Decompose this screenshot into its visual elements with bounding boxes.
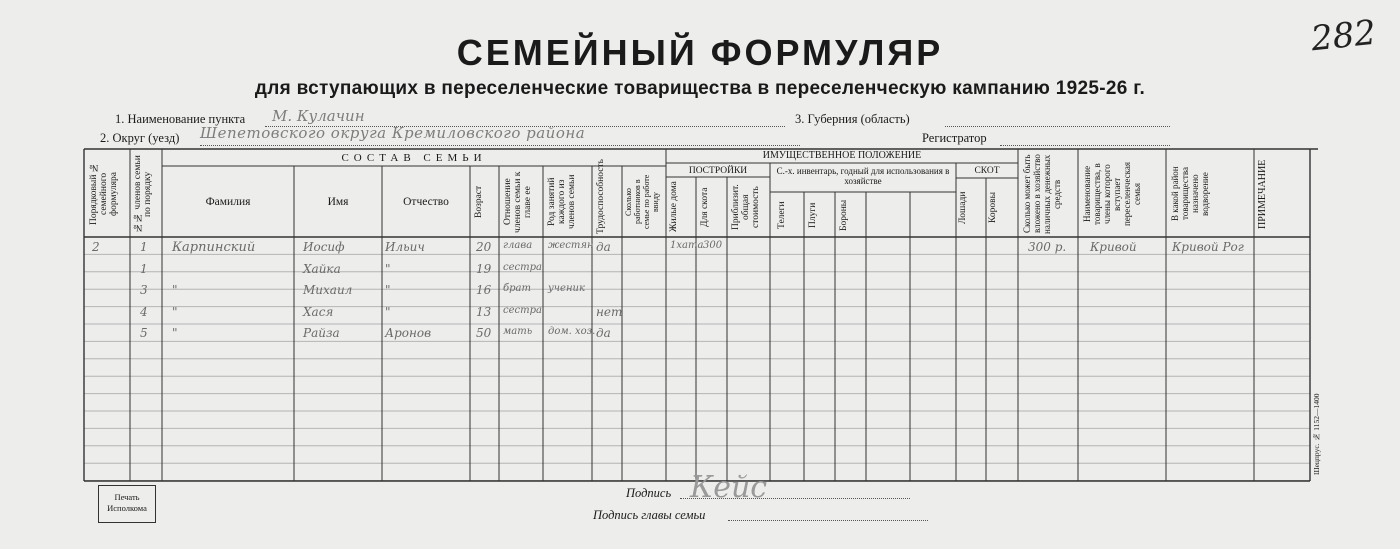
cell-member: 3: [140, 283, 148, 298]
field-province-label: 3. Губерния (область): [795, 112, 910, 126]
cell-name: Иосиф: [303, 240, 345, 254]
col-form-number-header: Порядковый № семейного формуляра: [89, 162, 119, 226]
head-signature-line: [728, 520, 928, 521]
col-ploughs-header: Плуги: [808, 202, 818, 228]
cell-name: Хася: [303, 304, 334, 319]
cell-patronymic: ": [385, 304, 391, 319]
cell-district: Кривой Рог: [1172, 240, 1244, 254]
col-cattle-sheds-header: Для скота: [700, 187, 710, 227]
col-member-number-header: №№ членов семьи по порядку: [133, 155, 153, 233]
col-ability-header: Трудоспособность: [596, 159, 606, 234]
cell-houses: 1хата: [670, 240, 704, 251]
cell-name: Райза: [303, 326, 340, 341]
col-houses-header: Жилые дома: [669, 181, 679, 233]
col-relation-header: Отношение членов семьи к главе ее: [503, 171, 533, 233]
cell-age: 19: [476, 261, 492, 276]
cell-name: Хайка: [303, 261, 341, 276]
col-notes-header: ПРИМЕЧАНИЕ: [1257, 159, 1268, 229]
head-signature-label: Подпись главы семьи: [593, 508, 706, 522]
cell-occupation: ученик: [548, 283, 585, 295]
col-harrows-header: Бороны: [839, 199, 849, 231]
col-surname-header: Фамилия: [205, 196, 251, 208]
cell-ability: да: [596, 326, 611, 341]
col-society-header: Наименование товарищества, в члены которого вступает переселенческая семья: [1082, 161, 1142, 227]
cell-relation: глава: [503, 240, 533, 251]
cell-patronymic: ": [385, 283, 391, 298]
cell-member: 1: [140, 240, 148, 254]
cell-surname: Карпинский: [172, 240, 256, 255]
cell-patronymic: Аронов: [385, 326, 432, 341]
cell-member: 1: [140, 261, 148, 276]
form-title: СЕМЕЙНЫЙ ФОРМУЛЯР: [456, 32, 944, 73]
group-family-heading: СОСТАВ СЕМЬИ: [341, 152, 487, 164]
print-mark: Шецпрус. № 1152—1400: [1312, 393, 1321, 475]
cell-age: 13: [476, 304, 492, 319]
col-name-header: Имя: [327, 196, 349, 208]
field-district-label: 2. Округ (уезд): [100, 131, 180, 145]
cell-relation: мать: [503, 326, 533, 338]
cell-age: 20: [476, 240, 492, 254]
col-cows-header: Коровы: [988, 192, 998, 224]
cell-surname: ": [172, 283, 178, 298]
stamp-box: [98, 485, 156, 523]
cell-surname: ": [172, 326, 178, 341]
cell-surname: ": [172, 304, 178, 319]
cell-patronymic: Ильич: [385, 240, 425, 254]
signature-value: Кейс: [690, 470, 768, 505]
cell-occupation: дом. хоз.: [548, 326, 596, 338]
field-district-value: Шепетовского округа Кремиловского района: [200, 124, 586, 142]
cell-cattle: 300: [703, 240, 723, 251]
group-buildings-heading: ПОСТРОЙКИ: [688, 166, 748, 176]
col-patronymic-header: Отчество: [403, 196, 449, 208]
group-inventory-heading: С.-х. инвентарь, годный для использования в хозяйстве: [776, 166, 950, 186]
group-livestock-heading: СКОТ: [974, 166, 1000, 176]
col-age-header: Возраст: [474, 185, 484, 219]
cell-society: Кривой: [1090, 240, 1137, 254]
cell-patronymic: ": [385, 261, 391, 276]
form-subtitle: для вступающих в переселенческие товарищества в переселенческую кампанию 1925-26 г.: [254, 78, 1146, 99]
stamp-label: Печать Исполкома: [107, 492, 147, 513]
col-money-header: Сколько может быть вложено в хозяйство наличных денежных средств: [1022, 154, 1062, 234]
page-number: 282: [1309, 12, 1378, 60]
cell-relation: брат: [503, 283, 531, 295]
cell-ability: нет: [596, 304, 623, 319]
cell-member: 4: [140, 304, 148, 319]
field-registrar-label: Регистратор: [922, 131, 987, 145]
col-occupation-header: Род занятий каждого из членов семьи: [547, 174, 577, 230]
col-carts-header: Телеги: [777, 201, 787, 229]
col-value-header: Приблизит. общая стоимость: [731, 184, 761, 230]
cell-age: 50: [476, 326, 492, 341]
cell-no: 2: [92, 240, 100, 254]
col-horses-header: Лошади: [958, 191, 968, 225]
cell-member: 5: [140, 326, 148, 341]
col-workers-header: Сколько работников в семье по работе ввиду: [624, 174, 660, 230]
field-settlement-label: 1. Наименование пункта: [115, 112, 246, 126]
cell-occupation: жестян: [548, 240, 594, 251]
cell-money: 300 р.: [1028, 240, 1067, 254]
cell-relation: сестра: [503, 304, 542, 316]
signature-label: Подпись: [626, 486, 672, 500]
cell-name: Михаил: [303, 283, 353, 298]
cell-age: 16: [476, 283, 492, 298]
col-district-header: В какой район товарищества назначено водворение: [1170, 166, 1210, 222]
cell-relation: сестра: [503, 261, 542, 273]
field-settlement-value: М. Кулачин: [272, 107, 365, 125]
cell-ability: да: [596, 240, 611, 254]
group-property-heading: ИМУЩЕСТВЕННОЕ ПОЛОЖЕНИЕ: [762, 150, 922, 161]
